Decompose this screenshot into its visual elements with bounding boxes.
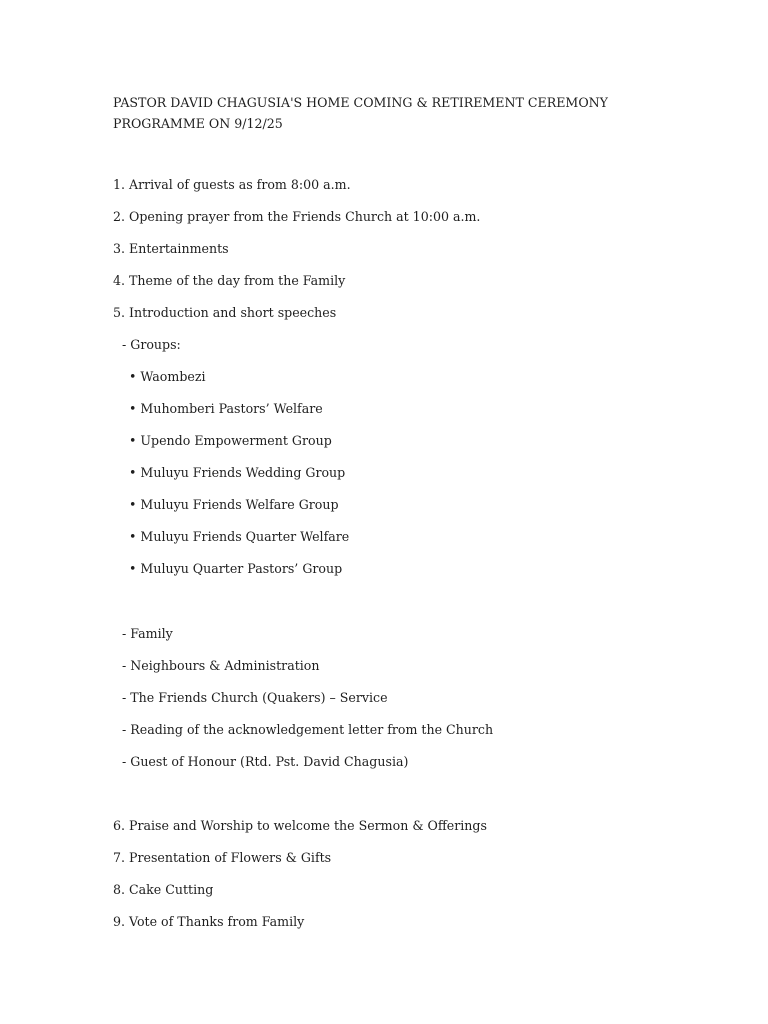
group-item: • Muluyu Friends Welfare Group — [129, 497, 339, 512]
speaker-item: - Family — [122, 626, 173, 641]
programme-item-9: 9. Vote of Thanks from Family — [113, 914, 305, 929]
group-item: • Muluyu Friends Quarter Welfare — [129, 529, 350, 544]
group-item: • Muluyu Quarter Pastors’ Group — [129, 561, 343, 576]
programme-item-6: 6. Praise and Worship to welcome the Sermon & Offerings — [113, 818, 487, 833]
programme-item-3: 3. Entertainments — [113, 241, 229, 256]
speaker-item: - The Friends Church (Quakers) – Service — [122, 690, 388, 705]
groups-heading: - Groups: — [122, 337, 181, 352]
speaker-item: - Reading of the acknowledgement letter from the Church — [122, 722, 494, 737]
programme-item-4: 4. Theme of the day from the Family — [113, 273, 346, 288]
group-item: • Waombezi — [129, 369, 206, 384]
speaker-item: - Neighbours & Administration — [122, 658, 320, 673]
speaker-item: - Guest of Honour (Rtd. Pst. David Chagusia) — [122, 754, 409, 769]
group-item: • Muhomberi Pastors’ Welfare — [129, 401, 323, 416]
group-item: • Muluyu Friends Wedding Group — [129, 465, 346, 480]
programme-item-7: 7. Presentation of Flowers & Gifts — [113, 850, 332, 865]
programme-title: PASTOR DAVID CHAGUSIA'S HOME COMING & RETIREMENT CEREMONY PROGRAMME ON 9/12/25 — [113, 95, 608, 131]
group-item: • Upendo Empowerment Group — [129, 433, 332, 448]
programme-item-5: 5. Introduction and short speeches — [113, 305, 337, 320]
programme-item-1: 1. Arrival of guests as from 8:00 a.m. — [113, 177, 351, 192]
programme-item-2: 2. Opening prayer from the Friends Church at 10:00 a.m. — [113, 209, 481, 224]
programme-item-8: 8. Cake Cutting — [113, 882, 214, 897]
